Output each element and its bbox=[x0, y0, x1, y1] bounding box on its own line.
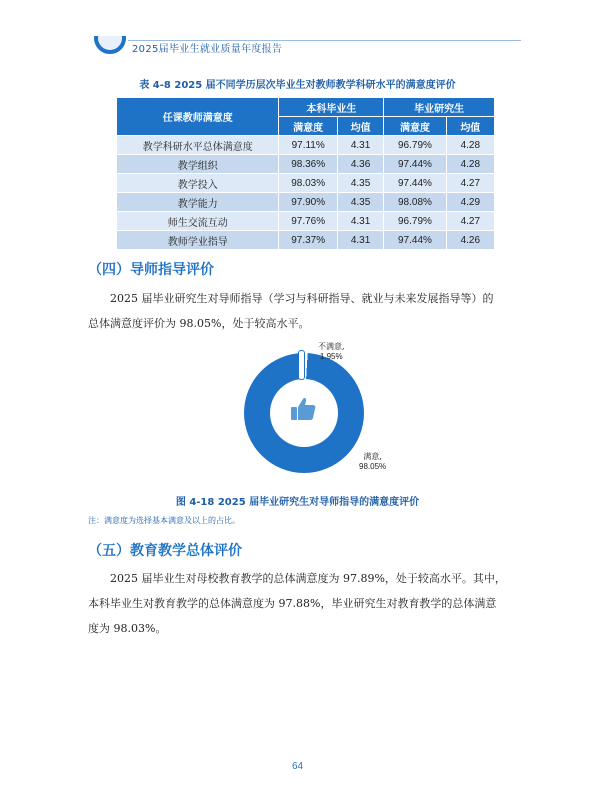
row-label: 师生交流互动 bbox=[117, 212, 279, 231]
cell: 97.11% bbox=[279, 136, 337, 155]
table-row bbox=[117, 212, 495, 231]
cell: 96.79% bbox=[384, 212, 446, 231]
cell: 98.08% bbox=[384, 193, 446, 212]
subheader: 均值 bbox=[446, 117, 494, 136]
paragraph-line: 2025 届毕业生对母校教育教学的总体满意度为 97.89%，处于较高水平。其中， bbox=[110, 572, 506, 585]
paragraph-line: 本科毕业生对教育教学的总体满意度为 97.88%，毕业研究生对教育教学的总体满意 bbox=[88, 597, 497, 610]
cell: 97.90% bbox=[279, 193, 337, 212]
table-row bbox=[117, 174, 495, 193]
slice-label: 不满意, bbox=[318, 342, 345, 351]
cell: 97.76% bbox=[279, 212, 337, 231]
cell: 97.44% bbox=[384, 231, 446, 250]
group-header-postgrad: 毕业研究生 bbox=[384, 98, 495, 117]
table-row bbox=[117, 155, 495, 174]
cell: 96.79% bbox=[384, 136, 446, 155]
cell: 4.35 bbox=[337, 174, 383, 193]
table-row bbox=[117, 231, 495, 250]
paragraph-line: 2025 届毕业研究生对导师指导（学习与科研指导、就业与未来发展指导等）的 bbox=[110, 292, 494, 305]
table-caption: 表 4-8 2025 届不同学历层次毕业生对教师教学科研水平的满意度评价 bbox=[139, 80, 456, 91]
subheader: 满意度 bbox=[279, 117, 337, 136]
cell: 4.27 bbox=[446, 174, 494, 193]
cell: 4.31 bbox=[337, 212, 383, 231]
row-header: 任课教师满意度 bbox=[117, 98, 279, 136]
slice-value: 98.05% bbox=[359, 462, 387, 471]
data-label-satisfied bbox=[359, 452, 386, 472]
subheader: 均值 bbox=[337, 117, 383, 136]
table-row bbox=[117, 193, 495, 212]
cell: 4.31 bbox=[337, 231, 383, 250]
row-label: 教学科研水平总体满意度 bbox=[117, 136, 279, 155]
slice-label: 满意, bbox=[363, 452, 382, 461]
cell: 4.28 bbox=[446, 136, 494, 155]
report-logo bbox=[92, 36, 128, 56]
data-label-dissatisfied bbox=[318, 342, 345, 362]
cell: 4.35 bbox=[337, 193, 383, 212]
header-title: 2025届毕业生就业质量年度报告 bbox=[132, 44, 283, 55]
subheader: 满意度 bbox=[384, 117, 446, 136]
slice-dissatisfied bbox=[298, 350, 305, 380]
page-number: 64 bbox=[291, 761, 304, 772]
paragraph-teaching bbox=[88, 566, 528, 641]
cell: 4.27 bbox=[446, 212, 494, 231]
figure-note: 注：满意度为选择基本满意及以上的占比。 bbox=[88, 516, 240, 525]
paragraph-advisor bbox=[88, 286, 528, 336]
slice-value: 1.95% bbox=[319, 352, 343, 361]
row-label: 教学能力 bbox=[117, 193, 279, 212]
section-heading-teaching: （五）教育教学总体评价 bbox=[88, 543, 242, 559]
paragraph-line: 度为 98.03%。 bbox=[88, 622, 167, 635]
cell: 97.44% bbox=[384, 174, 446, 193]
cell: 97.37% bbox=[279, 231, 337, 250]
figure-caption: 图 4-18 2025 届毕业研究生对导师指导的满意度评价 bbox=[175, 497, 420, 508]
section-heading-advisor: （四）导师指导评价 bbox=[88, 262, 214, 278]
row-label: 教学组织 bbox=[117, 155, 279, 174]
satisfaction-table bbox=[116, 97, 495, 250]
table-row bbox=[117, 136, 495, 155]
cell: 98.36% bbox=[279, 155, 337, 174]
cell: 97.44% bbox=[384, 155, 446, 174]
cell: 4.36 bbox=[337, 155, 383, 174]
cell: 4.29 bbox=[446, 193, 494, 212]
paragraph-line: 总体满意度评价为 98.05%，处于较高水平。 bbox=[88, 317, 310, 330]
thumbs-up-icon bbox=[288, 394, 318, 424]
cell: 4.31 bbox=[337, 136, 383, 155]
group-header-undergrad: 本科毕业生 bbox=[279, 98, 384, 117]
row-label: 教学投入 bbox=[117, 174, 279, 193]
cell: 4.28 bbox=[446, 155, 494, 174]
cell: 98.03% bbox=[279, 174, 337, 193]
row-label: 教师学业指导 bbox=[117, 231, 279, 250]
cell: 4.26 bbox=[446, 231, 494, 250]
